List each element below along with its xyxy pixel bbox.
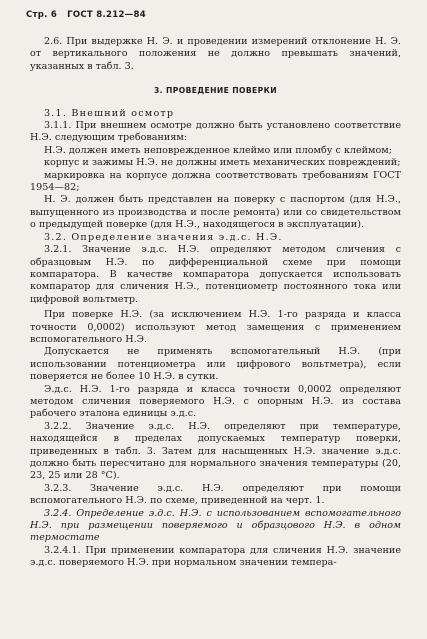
page-header — [26, 10, 146, 20]
requirement-marking: маркировка на корпусе должна соответствовать требованиям ГОСТ 1954—82; — [30, 169, 401, 194]
section-title: 3. ПРОВЕДЕНИЕ ПОВЕРКИ — [154, 86, 277, 96]
paragraph-2-6: 2.6. При выдержке Н. Э. и проведении измерений отклонение Н. Э. от вертикального положения не должно превышать значений, указанных в табл. 3. — [30, 36, 401, 72]
requirement-seal: Н.Э. должен иметь неповрежденное клеймо или пломбу с клеймом; — [44, 144, 392, 156]
paragraph-3-2-2: 3.2.2. Значение э.д.с. Н.Э. определяют при температуре, находящейся в пределах допускаемых температур поверки, приведенных в табл. 3. Затем для насыщенных Н.Э. значение э.д.с. должно быть пересчитано для нормального значения температуры (20, 23, 25 или 28 °С). — [30, 420, 401, 482]
paragraph-3-2-4-1: 3.2.4.1. При применении компаратора для сличения Н.Э. значение э.д.с. поверяемого Н.Э. при нормальном значении темпера- — [30, 544, 401, 569]
paragraph-3-2-3: 3.2.3. Значение э.д.с. Н.Э. определяют при помощи вспомогательного Н.Э. по схеме, приведенной на черт. 1. — [30, 482, 401, 507]
document-body — [30, 36, 401, 570]
paragraph-3-1-1: 3.1.1. При внешнем осмотре должно быть установлено соответствие Н.Э. следующим требованиям: — [30, 120, 401, 144]
paragraph-3-2-4-title: 3.2.4. Определение э.д.с. Н.Э. с использованием вспомогательного Н.Э. при размещении поверяемого и образцового Н.Э. в одном термостате — [30, 507, 401, 544]
paragraph-3-2-1: 3.2.1. Значение э.д.с. Н.Э. определяют методом сличения с образцовым Н.Э. по дифференциальной схеме при помощи компаратора. В качестве компаратора допускается использовать компаратор для сличения Н.Э., потенциометр постоянного тока или цифровой вольтметр. — [30, 244, 401, 305]
paragraph-first-rank: Э.д.с. Н.Э. 1-го разряда и класса точности 0,0002 определяют методом сличения поверяемого Н.Э. с опорным Н.Э. из состава рабочего эталона единицы э.д.с. — [30, 383, 401, 420]
requirement-housing: корпус и зажимы Н.Э. не должны иметь механических повреждений; — [44, 157, 401, 169]
standard-code: ГОСТ 8.212—84 — [67, 10, 146, 20]
subsection-3-1-heading: 3.1. Внешний осмотр — [44, 107, 175, 119]
paragraph-allowed: Допускается не применять вспомогательный Н.Э. (при использовании потенциометра или цифрового вольтметра), если поверяется не более 10 Н.Э. в сутки. — [30, 346, 401, 383]
page-number: Стр. 6 — [26, 10, 58, 20]
subsection-3-2-heading: 3.2. Определение значения э.д.с. Н.Э. — [44, 231, 283, 243]
requirement-passport: Н. Э. должен быть представлен на поверку с паспортом (для Н.Э., выпущенного из производства и после ремонта) или со свидетельством о предыдущей поверке (для Н.Э., находящегося в эксплуатации). — [30, 194, 401, 231]
paragraph-substitution-method: При поверке Н.Э. (за исключением Н.Э. 1-го разряда и класса точности 0,0002) используют метод замещения с применением вспомогательного Н.Э. — [30, 309, 401, 345]
